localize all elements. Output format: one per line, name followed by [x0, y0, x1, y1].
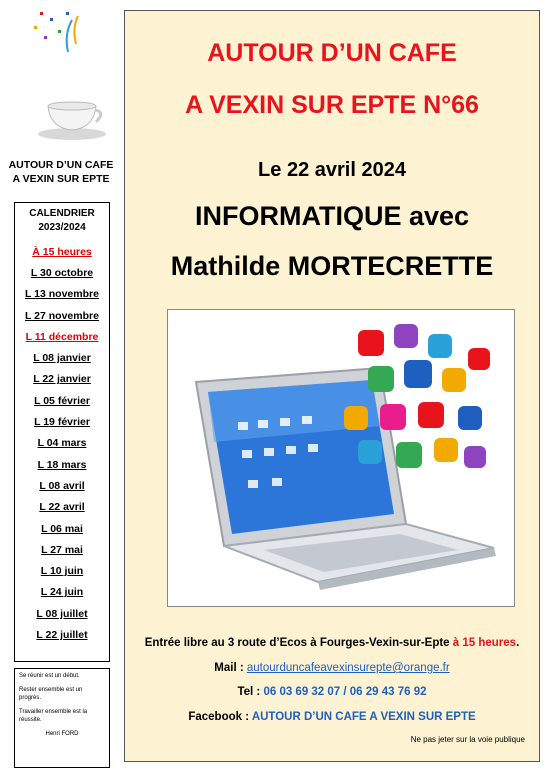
disposal-notice: Ne pas jeter sur la voie publique: [410, 735, 525, 744]
organization-name: [0, 158, 122, 186]
coffee-cup-icon: [34, 98, 110, 142]
entry-end: .: [516, 637, 520, 649]
calendar-box: [14, 202, 110, 662]
poster: [124, 10, 540, 762]
entry-text: Entrée libre au 3 route d’Ecos à Fourges-Vexin-sur-Epte: [144, 637, 453, 649]
entry-info: [125, 637, 539, 649]
calendar-date-highlighted: L 11 décembre: [25, 330, 99, 343]
mail-info: [125, 662, 539, 674]
calendar-date: L 19 février: [34, 416, 90, 429]
poster-title-line-2: A VEXIN SUR EPTE N°66: [185, 91, 479, 119]
org-line-1: AUTOUR D’UN CAFE: [8, 159, 114, 171]
calendar-dates: [15, 263, 109, 646]
tel-info: [125, 686, 539, 698]
tel-label: Tel :: [237, 686, 264, 698]
tel-value: 06 03 69 32 07 / 06 29 43 76 92: [263, 686, 427, 698]
poster-title-line-1: AUTOUR D’UN CAFE: [207, 39, 457, 67]
calendar-date: L 04 mars: [37, 437, 87, 450]
laptop-apps-illustration: [167, 309, 515, 607]
calendar-date: L 22 janvier: [33, 373, 91, 386]
calendar-date: L 06 mai: [41, 522, 83, 535]
calendar-date: L 27 novembre: [25, 309, 99, 322]
subject-line-2: Mathilde MORTECRETTE: [170, 251, 494, 281]
laptop-icon: [168, 310, 515, 607]
calendar-date: L 05 février: [34, 394, 90, 407]
calendar-date: L 30 octobre: [30, 267, 94, 279]
calendar-date: L 08 janvier: [33, 352, 91, 365]
quote-author: Henri FORD: [45, 731, 79, 737]
calendar-date: L 13 novembre: [25, 288, 99, 301]
mail-link[interactable]: autourduncafeavexinsurepte@orange.fr: [246, 662, 450, 674]
facebook-value: AUTOUR D’UN CAFE A VEXIN SUR EPTE: [251, 711, 476, 723]
subject-line-1: INFORMATIQUE avec: [194, 201, 470, 231]
event-date: Le 22 avril 2024: [258, 159, 406, 181]
quote-line-2: Rester ensemble est un progrès.: [19, 687, 83, 701]
quote-box: [14, 668, 110, 768]
quote-line-1: Se réunir est un début.: [19, 673, 80, 679]
calendar-date: L 18 mars: [37, 458, 87, 471]
calendar-title-line-2: 2023/2024: [38, 222, 86, 233]
facebook-info: [125, 711, 539, 723]
calendar-time: À 15 heures: [32, 246, 92, 258]
mail-label: Mail :: [214, 662, 247, 674]
org-line-2: A VEXIN SUR EPTE: [12, 173, 110, 185]
calendar-date: L 22 avril: [39, 501, 85, 514]
calendar-date: L 08 avril: [39, 479, 85, 492]
calendar-date: L 27 mai: [41, 543, 83, 556]
facebook-label: Facebook :: [188, 711, 252, 723]
confetti-icon: [28, 8, 88, 58]
calendar-title: [15, 207, 109, 235]
sidebar: [0, 0, 122, 777]
calendar-title-line-1: CALENDRIER: [29, 208, 95, 219]
quote-line-3: Travailler ensemble est la réussite.: [19, 709, 88, 723]
calendar-date: L 10 juin: [40, 565, 84, 578]
calendar-date: L 24 juin: [40, 586, 84, 599]
entry-time: à 15 heures: [452, 637, 517, 649]
calendar-date: L 08 juillet: [36, 607, 88, 620]
calendar-date: L 22 juillet: [36, 629, 88, 642]
